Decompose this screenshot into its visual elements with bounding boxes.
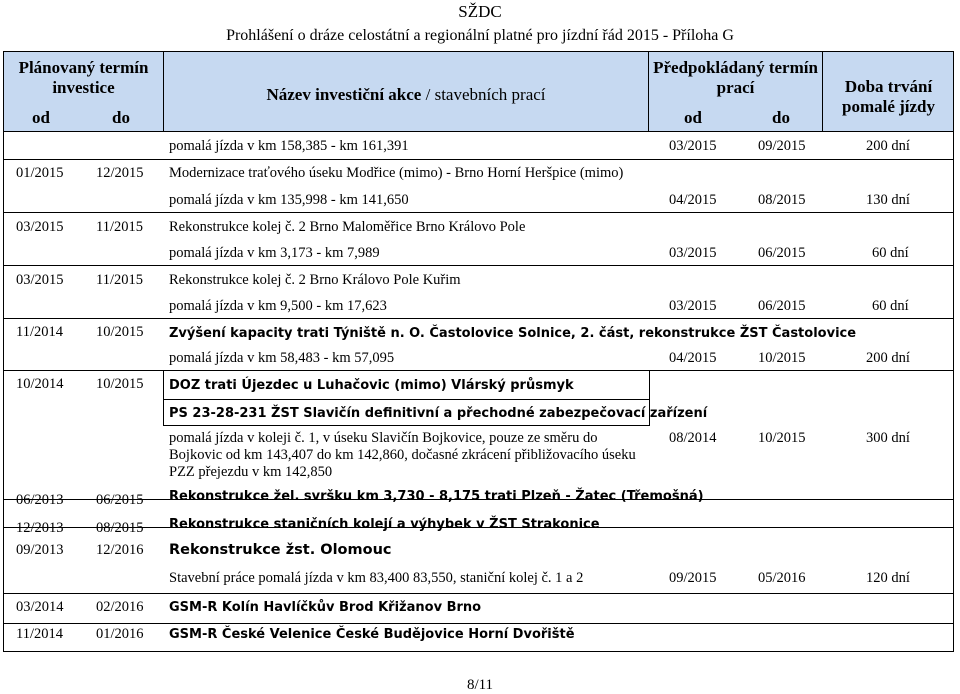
- row-16-from: 03/2014: [16, 599, 64, 615]
- row-0-from: 03/2015: [669, 138, 717, 154]
- col-name-bold: Název investiční akce: [266, 85, 422, 104]
- row-17-to: 01/2016: [96, 626, 144, 642]
- row-5-from: 03/2015: [16, 272, 64, 288]
- col-duration: [823, 77, 954, 117]
- row-8-from: 04/2015: [669, 350, 717, 366]
- row-0-to: 09/2015: [758, 138, 806, 154]
- table-header: [3, 51, 954, 132]
- row-4-text: pomalá jízda v km 3,173 - km 7,989: [169, 245, 380, 261]
- col-duration-line2: pomalé jízdy: [841, 97, 936, 116]
- row-8-to: 10/2015: [758, 350, 806, 366]
- header-org: SŽDC: [458, 2, 502, 21]
- row-3-to: 11/2015: [96, 219, 143, 235]
- row-16-to: 02/2016: [96, 599, 144, 615]
- row-2-from: 04/2015: [669, 192, 717, 208]
- col-to: do: [112, 108, 130, 127]
- col-name-sep: /: [421, 85, 435, 104]
- row-4-to: 06/2015: [758, 245, 806, 261]
- row-0-duration: 200 dní: [866, 138, 910, 154]
- row-17-text: GSM-R České Velenice České Budějovice Horní Dvořiště: [169, 627, 575, 642]
- row-10-text: PS 23-28-231 ŽST Slavičín definitivní a přechodné zabezpečovací zařízení: [169, 406, 708, 421]
- row-8-duration: 200 dní: [866, 350, 910, 366]
- row-15-text: Stavební práce pomalá jízda v km 83,400 83,550, staniční kolej č. 1 a 2: [169, 570, 584, 586]
- row-9-to: 10/2015: [96, 376, 144, 392]
- row-6-from: 03/2015: [669, 298, 717, 314]
- col-expected-line1: Předpokládaný termín: [653, 58, 818, 77]
- row-8-text: pomalá jízda v km 58,483 - km 57,095: [169, 350, 395, 366]
- row-4-from: 03/2015: [669, 245, 717, 261]
- row-17-from: 11/2014: [16, 626, 63, 642]
- row-7-text: Zvýšení kapacity trati Týniště n. O. Častolovice Solnice, 2. část, rekonstrukce ŽST Častolovice: [169, 326, 857, 341]
- col-name-normal: stavebních prací: [434, 85, 546, 104]
- col-exp-from: od: [684, 108, 702, 127]
- col-expected-title: [649, 58, 822, 98]
- row-11-text: pomalá jízda v koleji č. 1, v úseku Slavičín Bojkovice, pouze ze směru do Bojkovic od km 143,407 do km 142,860, dočasné zkrácení přibližovacího úseku PZZ přejezdu v km 142,850: [169, 430, 636, 480]
- row-3-from: 03/2015: [16, 219, 64, 235]
- row-14-text: Rekonstrukce žst. Olomouc: [169, 542, 392, 558]
- row-15-to: 05/2016: [758, 570, 806, 586]
- row-7-to: 10/2015: [96, 324, 144, 340]
- row-2-duration: 130 dní: [866, 192, 910, 208]
- row-4-duration: 60 dní: [872, 245, 909, 261]
- row-9-from: 10/2014: [16, 376, 64, 392]
- row-15-from: 09/2015: [669, 570, 717, 586]
- row-1-from: 01/2015: [16, 165, 64, 181]
- row-16-text: GSM-R Kolín Havlíčkův Brod Křižanov Brno: [169, 600, 482, 615]
- row-5-to: 11/2015: [96, 272, 143, 288]
- col-duration-line1: Doba trvání: [844, 77, 933, 96]
- row-13-from: 12/2013: [16, 520, 64, 536]
- row-11-from: 08/2014: [669, 430, 717, 446]
- table-body: [3, 132, 954, 652]
- row-6-duration: 60 dní: [872, 298, 909, 314]
- row-11-to: 10/2015: [758, 430, 806, 446]
- row-6-to: 06/2015: [758, 298, 806, 314]
- col-from: od: [32, 108, 50, 127]
- col-expected-line2: prací: [716, 78, 755, 97]
- row-9-box: [163, 370, 650, 400]
- row-12-from: 06/2013: [16, 492, 64, 508]
- row-6-text: pomalá jízda v km 9,500 - km 17,623: [169, 298, 387, 314]
- col-planned-line2: investice: [52, 78, 115, 97]
- row-14-to: 12/2016: [96, 542, 144, 558]
- row-15-duration: 120 dní: [866, 570, 910, 586]
- row-12-to: 06/2015: [96, 492, 144, 508]
- row-3-text: Rekonstrukce kolej č. 2 Brno Maloměřice Brno Královo Pole: [169, 219, 526, 235]
- row-7-from: 11/2014: [16, 324, 63, 340]
- col-planned-line1: Plánovaný termín: [18, 58, 149, 77]
- header-subtitle: Prohlášení o dráze celostátní a regionální platné pro jízdní řád 2015 - Příloha G: [226, 27, 734, 44]
- col-name: [164, 85, 648, 105]
- page-number: 8/11: [466, 677, 494, 693]
- row-13-text: Rekonstrukce staničních kolejí a výhybek v ŽST Strakonice: [169, 517, 600, 532]
- row-0-text: pomalá jízda v km 158,385 - km 161,391: [169, 138, 409, 154]
- row-12-text: Rekonstrukce žel. svršku km 3,730 - 8,175 trati Plzeň - Žatec (Třemošná): [169, 489, 704, 504]
- row-11-duration: 300 dní: [866, 430, 910, 446]
- row-13-to: 08/2015: [96, 520, 144, 536]
- col-planned-title: [4, 58, 163, 98]
- row-1-to: 12/2015: [96, 165, 144, 181]
- row-9-text: DOZ trati Újezdec u Luhačovic (mimo) Vlárský průsmyk: [169, 378, 574, 393]
- row-2-text: pomalá jízda v km 135,998 - km 141,650: [169, 192, 409, 208]
- row-2-to: 08/2015: [758, 192, 806, 208]
- col-exp-to: do: [772, 108, 790, 127]
- row-14-from: 09/2013: [16, 542, 64, 558]
- row-1-text: Modernizace traťového úseku Modřice (mimo) - Brno Horní Heršpice (mimo): [169, 165, 624, 181]
- row-5-text: Rekonstrukce kolej č. 2 Brno Královo Pole Kuřim: [169, 272, 461, 288]
